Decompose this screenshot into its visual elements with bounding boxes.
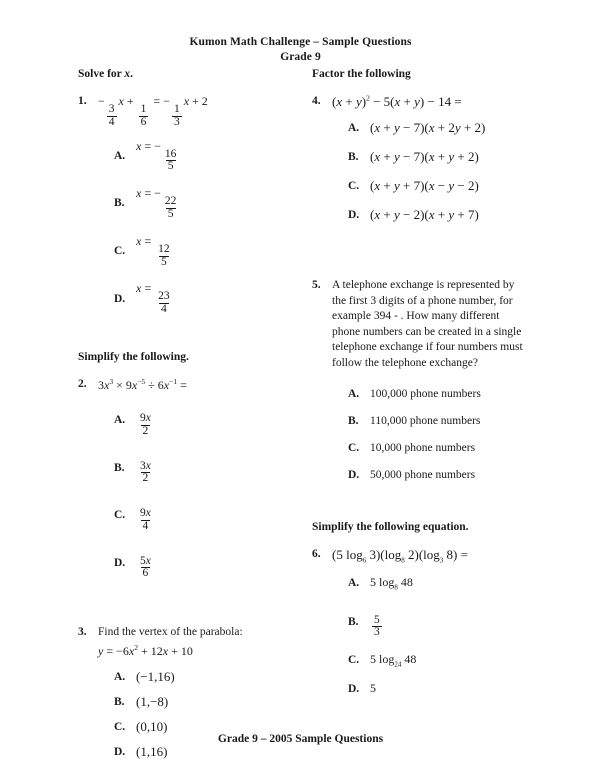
option-row[interactable] xyxy=(114,186,310,221)
option-value: 100,000 phone numbers xyxy=(370,388,481,401)
option-letter: D. xyxy=(348,469,360,482)
option-value: $\frac{5}{3}$ xyxy=(374,613,380,639)
question-2-number: 2. xyxy=(78,377,87,390)
option-letter: A. xyxy=(348,577,360,590)
option-value: $\frac{5x}{6}$ xyxy=(140,554,151,580)
option-letter: B. xyxy=(114,695,125,708)
question-2 xyxy=(78,377,310,580)
question-6-options xyxy=(348,575,544,696)
option-value: (1,16) xyxy=(136,743,168,759)
question-2-options xyxy=(114,403,310,580)
option-letter: B. xyxy=(114,197,125,210)
option-value: x = $\frac{23}{4}$ xyxy=(136,281,170,316)
spacer xyxy=(312,495,544,521)
option-value: (x + y + 7)(x − y − 2) xyxy=(370,178,479,194)
option-row[interactable] xyxy=(348,207,544,223)
left-column xyxy=(78,68,310,769)
option-row[interactable] xyxy=(348,468,544,482)
option-letter: B. xyxy=(348,615,359,628)
question-6-expression: (5 $\log_6 3)(\log_8$ $2)(\log_3$ 8) = xyxy=(332,547,468,566)
question-2-expression: $3x^3 \times 9x^{-5} \div 6x^{-1}$ = xyxy=(98,376,187,392)
option-value: $\frac{9x}{4}$ xyxy=(140,507,151,532)
page-footer: Grade 9 – 2005 Sample Questions xyxy=(217,733,384,745)
spacer xyxy=(78,593,310,625)
option-letter: B. xyxy=(348,415,359,428)
option-letter: D. xyxy=(114,745,126,758)
option-row[interactable] xyxy=(114,498,310,533)
option-letter: D. xyxy=(114,292,126,305)
question-4-options xyxy=(348,120,544,223)
question-5-options xyxy=(348,387,544,482)
option-row[interactable] xyxy=(114,744,310,760)
section-heading-solve-for-x: Solve for x. xyxy=(78,68,134,80)
option-value: 5 $\log_8 48$ xyxy=(370,575,413,592)
option-letter: A. xyxy=(114,149,126,162)
option-row[interactable] xyxy=(114,546,310,581)
option-row[interactable] xyxy=(348,414,544,428)
option-row[interactable] xyxy=(114,669,310,685)
question-4-expression: $(x + y)^2 - 5(x + y) - 14$ = xyxy=(332,94,462,110)
question-1 xyxy=(78,94,310,316)
option-row[interactable] xyxy=(348,387,544,401)
spacer xyxy=(312,236,544,278)
option-letter: C. xyxy=(114,509,126,522)
section-heading-simplify-equation: Simplify the following equation. xyxy=(312,521,469,534)
question-4-number: 4. xyxy=(312,95,321,107)
option-row[interactable] xyxy=(114,403,310,438)
option-letter: C. xyxy=(348,180,360,193)
option-row[interactable] xyxy=(114,139,310,174)
option-row[interactable] xyxy=(348,604,544,639)
option-row[interactable] xyxy=(348,120,544,136)
option-value: (x + y − 2)(x + y + 7) xyxy=(370,207,479,223)
option-letter: D. xyxy=(348,209,360,222)
question-3-options xyxy=(114,669,310,760)
option-letter: A. xyxy=(114,670,126,683)
option-row[interactable] xyxy=(348,149,544,165)
option-value: x = − $\frac{16}{5}$ xyxy=(136,138,177,173)
option-letter: C. xyxy=(114,244,126,257)
option-letter: C. xyxy=(114,720,126,733)
option-row[interactable] xyxy=(348,652,544,668)
question-5-number: 5. xyxy=(312,279,321,292)
option-letter: D. xyxy=(348,682,360,695)
option-value: (−1,16) xyxy=(136,668,175,684)
question-3-text: Find the vertex of the parabola: xyxy=(98,626,243,639)
option-letter: A. xyxy=(114,414,126,427)
option-letter: D. xyxy=(114,556,126,569)
option-letter: C. xyxy=(348,654,360,667)
question-3-number: 3. xyxy=(78,626,87,639)
option-letter: B. xyxy=(114,461,125,474)
option-row[interactable] xyxy=(114,694,310,710)
section-heading-factor: Factor the following xyxy=(312,68,411,80)
option-value: (x + y − 7)(x + y + 2) xyxy=(370,149,479,165)
section-heading-simplify: Simplify the following. xyxy=(78,350,189,363)
question-1-options xyxy=(114,139,310,316)
option-value: (1,−8) xyxy=(136,693,169,709)
spacer xyxy=(78,329,310,351)
question-3-expression: $y = -6x^2 + 12x + 10$ xyxy=(98,642,193,658)
option-value: 110,000 phone numbers xyxy=(370,415,481,428)
question-5 xyxy=(312,278,544,482)
page-title-line-1: Kumon Math Challenge – Sample Questions xyxy=(189,36,412,48)
option-value: x = $\frac{12}{5}$ xyxy=(136,233,170,268)
option-letter: A. xyxy=(348,122,360,135)
option-letter: C. xyxy=(348,442,360,455)
option-value: 5 xyxy=(370,681,376,696)
option-value: (0,10) xyxy=(136,718,168,734)
question-1-number: 1. xyxy=(78,95,87,107)
option-value: 50,000 phone numbers xyxy=(370,469,476,482)
option-row[interactable] xyxy=(114,281,310,316)
option-letter: A. xyxy=(348,388,360,401)
option-row[interactable] xyxy=(114,450,310,485)
question-6-number: 6. xyxy=(312,548,321,561)
option-row[interactable] xyxy=(348,681,544,696)
option-row[interactable] xyxy=(348,441,544,455)
option-value: x = − $\frac{22}{5}$ xyxy=(136,186,177,220)
question-1-expression: − $\frac{3}{4}$ x + $\frac{1}{6}$ = − $\frac{1}{3}$ x + 2 xyxy=(98,94,208,128)
option-row[interactable] xyxy=(348,178,544,194)
option-value: 5 $\log_{24} 48$ xyxy=(370,651,417,669)
option-value: (x + y − 7)(x + 2y + 2) xyxy=(370,120,486,136)
right-column xyxy=(312,68,544,709)
option-value: $\frac{9x}{2}$ xyxy=(140,411,151,437)
page-title-line-2: Grade 9 xyxy=(280,51,321,63)
question-4 xyxy=(312,94,544,223)
option-value: $\frac{3x}{2}$ xyxy=(140,459,151,485)
question-5-text: A telephone exchange is represented by the first 3 digits of a phone number, for example 394 - . How many different phone numbers can be created in a single telephone exchange if four numbers must follow the telephone exchange? xyxy=(332,279,523,369)
option-value: 10,000 phone numbers xyxy=(370,442,476,455)
question-6 xyxy=(312,547,544,696)
option-row[interactable] xyxy=(348,575,544,591)
option-letter: B. xyxy=(348,151,359,164)
option-row[interactable] xyxy=(114,234,310,269)
